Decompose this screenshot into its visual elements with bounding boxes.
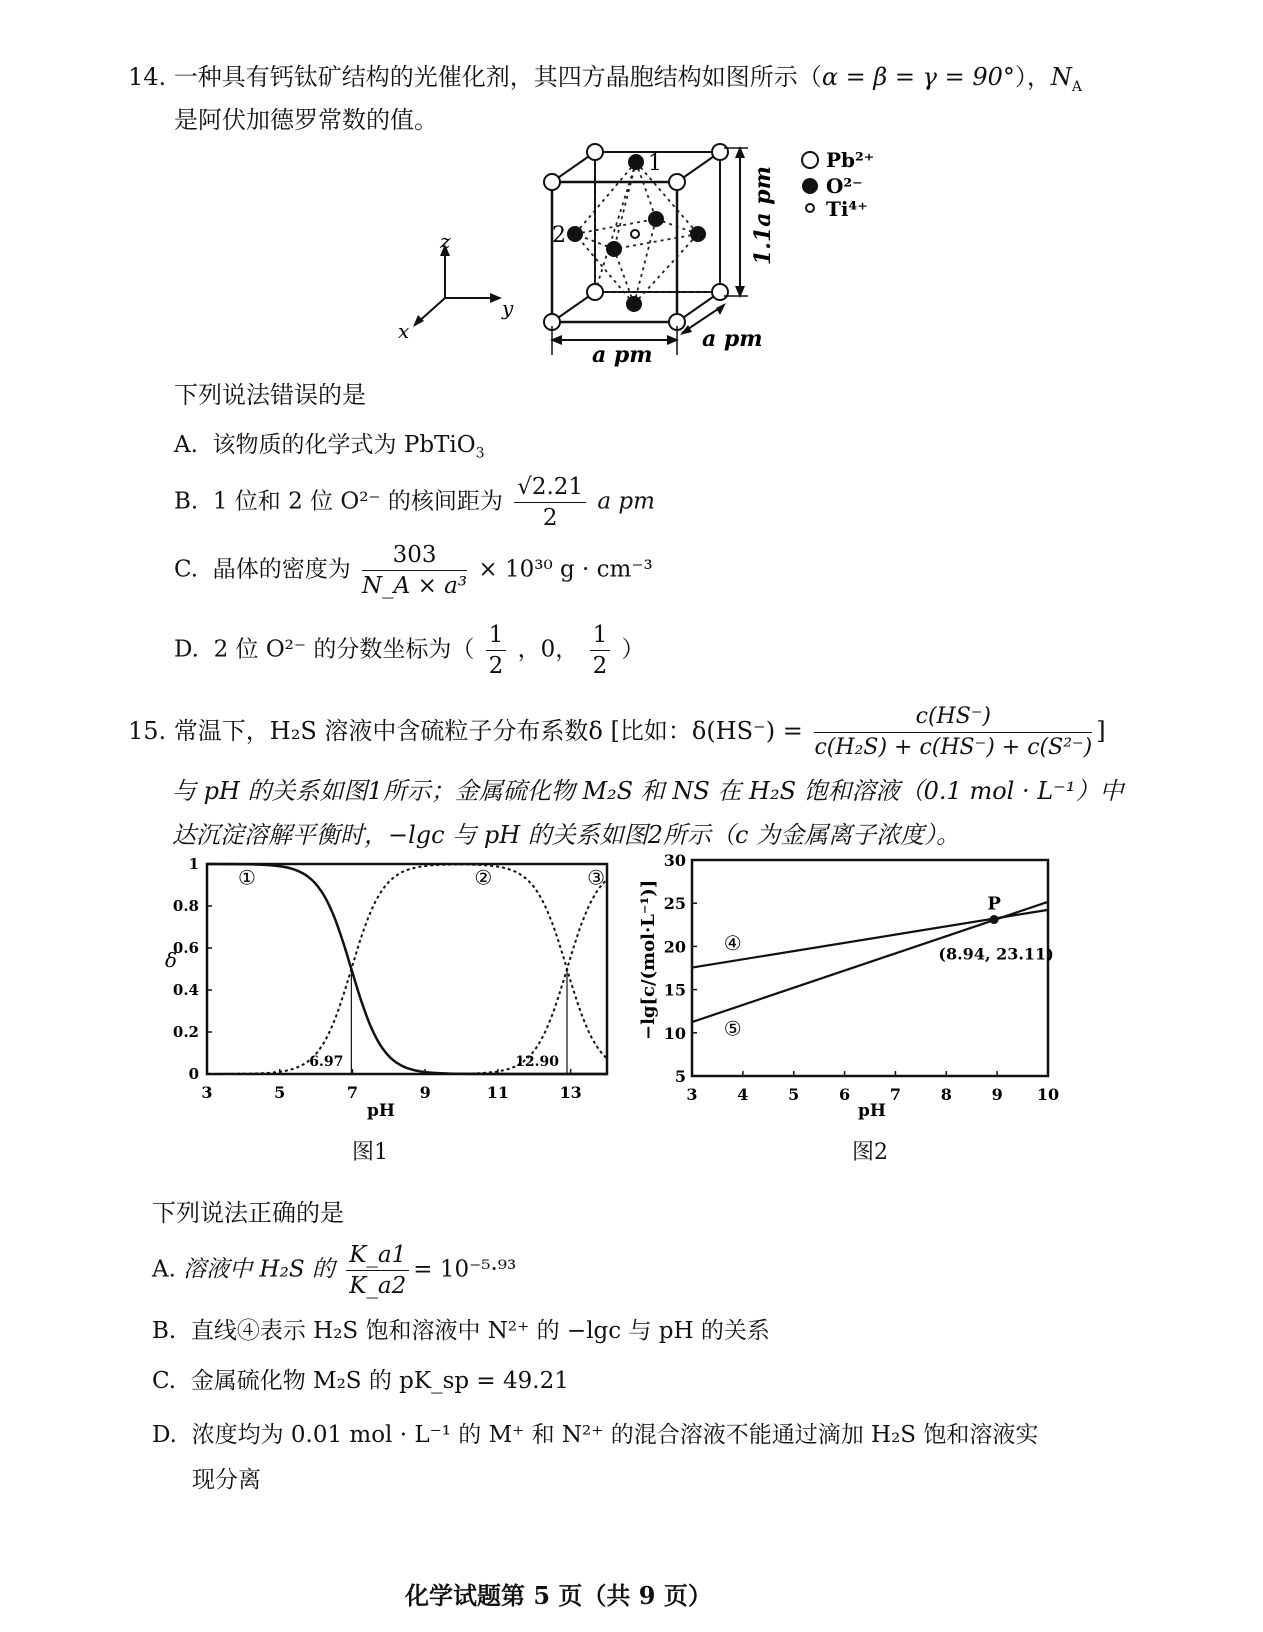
fig2-xtick-label: 10 [1036,1085,1060,1104]
option-tail: = 10⁻⁵·⁹³ [413,1256,517,1283]
option-label: B. [174,488,199,515]
option-mid: ，0， [517,636,579,663]
legend-pb: Pb²⁺ [826,148,875,172]
fig2-ylabel: −lg[c/(mol·L⁻¹)] [638,879,659,1040]
q14-option-d[interactable] [174,620,645,681]
q15-option-c[interactable] [152,1361,569,1401]
figure2-chart [630,852,1070,1127]
figure1-chart [145,852,625,1127]
fig1-xtick-label: 7 [346,1083,359,1102]
fig2-line-label: ④ [723,930,742,955]
fraction-denominator: 2 [488,653,504,679]
option-text: 1 位和 2 位 O²⁻ 的核间距为 [212,488,503,515]
q15-number: 15. [128,717,167,745]
fig1-series-label: ① [238,865,256,890]
fig2-xtick-label: 7 [889,1085,901,1104]
fraction-denominator: c(H₂S) + c(HS⁻) + c(S²⁻) [814,735,1093,760]
fig2-xtick-label: 8 [940,1085,952,1104]
width-label: a pm [592,342,653,368]
fraction-numerator: 1 [590,620,611,651]
height-label: 1.1a pm [750,166,776,265]
option-sub: 3 [475,445,485,462]
option-text: 晶体的密度为 [212,556,351,583]
fig1-xtick-label: 9 [419,1083,431,1102]
axis-y: y [502,296,514,320]
q14-option-a[interactable] [174,425,485,474]
fig1-series-S2- [207,880,607,1075]
fraction-numerator: c(HS⁻) [814,702,1092,733]
q14-stem: 一种具有钙钛矿结构的光催化剂，其四方晶胞结构如图所示（ [173,63,822,91]
q15-option-b[interactable] [152,1311,770,1351]
option-text: 2 位 O²⁻ 的分数坐标为（ [213,636,475,663]
q14-number: 14. [128,63,167,91]
q15-prompt: 下列说法正确的是 [152,1199,344,1227]
legend-o: O²⁻ [826,174,863,198]
fraction-denominator: K_a2 [349,1273,407,1299]
fig2-ytick-label: 10 [663,1023,686,1043]
fig2-ytick-label: 25 [663,894,686,914]
fig1-ytick-label: 0.6 [172,939,199,957]
fig1-xtick-label: 5 [274,1083,286,1102]
fig1-ytick-label: 0.8 [172,897,199,915]
fraction [486,620,507,681]
fig1-xtick-label: 13 [559,1083,582,1102]
fraction-numerator: 303 [362,540,467,571]
fig2-ytick-label: 20 [663,937,686,957]
q14-option-b[interactable] [174,472,655,533]
legend-o-symbol [802,178,818,194]
legend-ti: Ti⁴⁺ [826,197,868,221]
option-label: C. [152,1368,177,1394]
fraction-denominator: N_A × a³ [362,573,468,599]
crystal-cell-figure [390,130,890,380]
q15-line2: 与 pH 的关系如图1所示；金属硫化物 M₂S 和 NS 在 H₂S 饱和溶液（0.1 mol · L⁻¹）中 [172,777,1124,805]
fraction-numerator: √2.21 [514,472,586,503]
fraction-numerator: 1 [486,620,507,651]
option-label: D. [152,1422,177,1448]
pos2-label: 2 [552,223,566,248]
q15-option-d[interactable] [152,1415,1038,1455]
fraction-numerator: K_a1 [346,1240,409,1271]
pos1-label: 1 [648,151,662,176]
fig1-xtick-label: 3 [201,1083,213,1102]
option-label: D. [174,636,199,663]
fig1-series-label: ② [474,865,493,890]
fig1-ytick-label: 0.2 [172,1023,199,1041]
q15-line1 [128,702,1106,763]
option-end: ） [621,636,645,663]
fig2-point-coords: (8.94, 23.11) [938,944,1054,964]
fig2-xtick-label: 4 [737,1085,749,1104]
fraction-denominator: 2 [592,653,608,679]
q14-angles: α = β = γ = 90° [821,63,1015,91]
fig1-caption: 图1 [352,1140,388,1165]
ti-ion [631,230,639,238]
q14-na: N [1050,63,1072,91]
fig2-ytick-label: 15 [663,980,686,1000]
q15-stem: 常温下，H₂S 溶液中含硫粒子分布系数δ [比如：δ(HS⁻) = [173,717,803,745]
fig2-ytick-label: 30 [663,852,686,870]
option-text: 溶液中 H₂S 的 [183,1256,335,1283]
q14-line2: 是阿伏加德罗常数的值。 [174,106,438,134]
bracket-end: ] [1096,717,1106,745]
q14-na-sub: A [1071,78,1083,95]
fig1-series-H2S [207,864,607,1074]
page-footer: 化学试题第 5 页（共 9 页） [405,1581,712,1610]
fig2-point-label: P [987,893,1001,915]
fig2-xtick-label: 3 [686,1085,698,1104]
axis-x: x [398,319,410,343]
fraction [362,540,467,601]
fig2-xtick-label: 6 [839,1085,851,1104]
q14-line1 [128,60,1082,104]
option-text: 该物质的化学式为 PbTiO [212,432,476,458]
fig2-ytick-label: 5 [674,1067,686,1086]
delta-fraction [814,702,1092,763]
q15-line3: 达沉淀溶解平衡时，−lgc 与 pH 的关系如图2所示（c 为金属离子浓度）。 [172,821,961,849]
fig1-plot-frame [207,864,607,1074]
option-text: 金属硫化物 M₂S 的 pK_sp = 49.21 [190,1368,569,1394]
fraction [514,472,586,533]
fig1-ylabel: δ [165,948,178,972]
option-text: 直线④表示 H₂S 饱和溶液中 N²⁺ 的 −lgc 与 pH 的关系 [190,1318,770,1344]
fig2-xtick-label: 9 [991,1085,1003,1104]
legend-pb-symbol [802,152,818,168]
option-unit: a pm [597,488,655,515]
fig2-caption: 图2 [852,1140,888,1165]
q14-option-c[interactable] [174,540,653,601]
fraction [346,1240,409,1301]
fig1-ytick-label: 0.4 [172,981,199,999]
option-label: A. [152,1256,176,1283]
q15-option-d-cont: 现分离 [192,1467,261,1493]
option-label: C. [174,556,199,583]
fig2-line-label: ⑤ [723,1016,742,1041]
fig1-pka-label: 6.97 [309,1054,344,1070]
fig2-plot-frame [692,860,1048,1076]
fig1-series-label: ③ [587,865,606,890]
axis-z: z [440,229,451,253]
fig2-xlabel: pH [858,1101,886,1121]
option-text: 浓度均为 0.01 mol · L⁻¹ 的 M⁺ 和 N²⁺ 的混合溶液不能通过滴加 H₂S 饱和溶液实 [191,1422,1039,1448]
option-label: A. [174,432,198,458]
fig1-series-HS- [207,865,607,1075]
depth-label: a pm [702,326,763,352]
fig1-ytick-label: 0 [188,1065,199,1083]
fig1-ytick-label: 1 [188,855,199,873]
fig1-xlabel: pH [367,1101,395,1121]
fig2-xtick-label: 5 [788,1085,800,1104]
q14-paren-end: ）， [1014,63,1051,91]
fraction [590,620,611,681]
option-label: B. [152,1318,177,1344]
q15-option-a[interactable] [152,1240,516,1301]
fig2-point-p [990,915,999,924]
q14-prompt: 下列说法错误的是 [174,381,366,409]
fraction-denominator: 2 [542,505,558,531]
legend-ti-symbol [806,204,814,212]
option-tail: × 10³⁰ g · cm⁻³ [478,556,653,583]
fig1-xtick-label: 11 [486,1083,510,1102]
fig1-pka-label: 12.90 [515,1054,559,1070]
